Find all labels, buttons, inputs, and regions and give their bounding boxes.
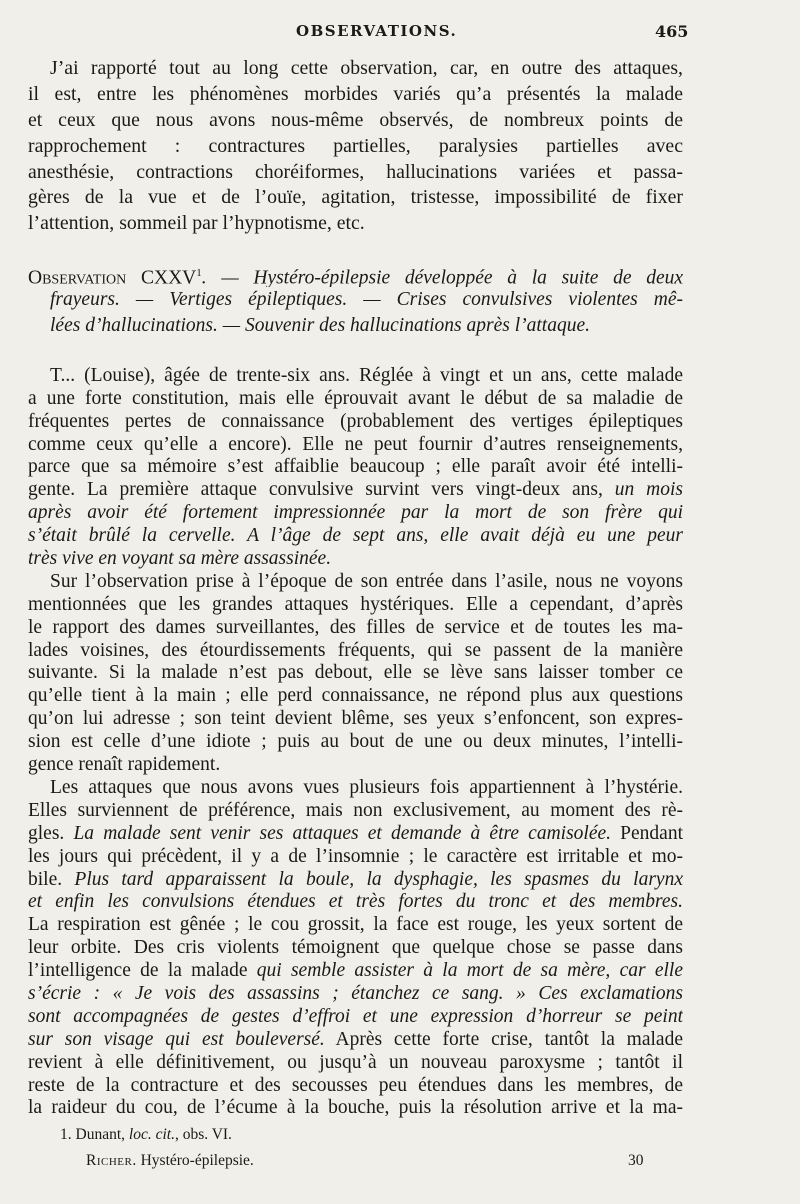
page-number: 465 <box>655 22 689 41</box>
text-line <box>28 960 683 983</box>
italic-segment: un mois <box>614 479 683 501</box>
text-line: a une forte constitution, mais elle éprouvait avant le début de sa maladie de <box>28 387 683 409</box>
footnote-reference: loc. cit. <box>128 1126 175 1143</box>
text-line <box>28 1029 683 1052</box>
observation-number: CXXV <box>140 267 197 288</box>
text-segment: Après cette forte crise, tantôt la malade <box>324 1028 683 1050</box>
text-line: anesthésie, contractions choréiformes, hallucinations variées et passa- <box>28 160 683 183</box>
text-line: la raideur du cou, de l’écume à la bouche, puis la résolution arrive et la ma- <box>28 1097 683 1119</box>
text-line: il est, entre les phénomènes morbides variés qu’a présentés la malade <box>28 82 683 105</box>
text-segment: bile. <box>28 868 75 890</box>
text-line: gence renaît rapidement. <box>28 754 221 776</box>
observation-heading-line <box>28 261 683 287</box>
running-head: OBSERVATIONS. <box>296 22 458 40</box>
case-paragraph <box>28 365 683 571</box>
text-segment: gente. La première attaque convulsive survint vers vingt-deux ans, <box>28 479 615 501</box>
text-line: Elles surviennent de préférence, mais non exclusivement, au moment des rè- <box>28 799 683 821</box>
intro-paragraph <box>28 56 683 237</box>
printer-signature <box>86 1152 254 1170</box>
text-line: lades voisines, des étourdissements fréquents, qui se passent de la manière <box>28 639 683 661</box>
text-line: revient à elle définitivement, ou jusqu’à un nouveau paroxysme ; tantôt il <box>28 1051 683 1073</box>
observation-heading-line: lées d’hallucinations. — Souvenir des hallucinations après l’attaque. <box>50 315 590 337</box>
text-line: Les attaques que nous avons vues plusieurs fois appartiennent à l’hystérie. <box>50 776 683 798</box>
footnote-number: 1. <box>60 1126 72 1143</box>
text-line: La respiration est gênée ; le cou grossit, la face est rouge, les yeux sortent de <box>28 914 683 936</box>
text-segment: Pendant <box>611 822 683 844</box>
text-line: après avoir été fortement impressionnée par la mort de son frère qui <box>28 502 683 524</box>
text-line: et enfin les convulsions étendues et très fortes du tronc et des membres. <box>28 891 683 913</box>
text-line: et ceux que nous avons nous-même observés, de nombreux points de <box>28 108 683 131</box>
text-line: fréquentes pertes de connaissance (probablement des vertiges épileptiques <box>28 410 683 432</box>
observation-title-text: . — Hystéro-épilepsie développée à la suite de deux <box>201 267 683 288</box>
text-line: comme ceux qu’elle a encore). Elle ne peut fournir d’autres renseignements, <box>28 433 683 455</box>
text-line: les jours qui précèdent, il y a de l’insomnie ; le caractère est irritable et mo- <box>28 845 683 867</box>
text-line: reste de la contracture et des secousses peu étendues dans les membres, de <box>28 1074 683 1096</box>
text-line: gères de la vue et de l’ouïe, agitation, tristesse, impossibilité de fixer <box>28 186 683 209</box>
page-body <box>28 56 683 1120</box>
signature-name: Richer. <box>86 1152 137 1169</box>
signature-sheet-number: 30 <box>628 1152 644 1169</box>
case-paragraph <box>28 571 683 777</box>
text-line: l’attention, sommeil par l’hypnotisme, etc. <box>28 212 365 235</box>
text-line: parce que sa mémoire s’est affaiblie beaucoup ; elle paraît avoir été intelli- <box>28 456 683 478</box>
text-line: Sur l’observation prise à l’époque de son entrée dans l’asile, nous ne voyons <box>50 570 683 592</box>
page-header <box>0 22 800 46</box>
footnote <box>60 1126 232 1144</box>
text-line: qu’on lui adresse ; son teint devient blême, ses yeux s’enfoncent, son expres- <box>28 708 683 730</box>
text-line: rapprochement : contractures partielles, paralysies partielles avec <box>28 134 683 157</box>
text-line: très vive en voyant sa mère assassinée. <box>28 548 332 570</box>
text-line: s’était brûlé la cervelle. A l’âge de sept ans, elle avait déjà eu une peur <box>28 525 683 547</box>
observation-label: Observation <box>28 267 127 288</box>
text-segment: l’intelligence de la malade <box>28 960 257 982</box>
signature-title: Hystéro-épilepsie. <box>140 1152 254 1169</box>
case-paragraph <box>28 777 683 1120</box>
observation-heading <box>28 261 683 339</box>
italic-segment: sur son visage qui est bouleversé. <box>28 1028 325 1050</box>
text-line: J’ai rapporté tout au long cette observation, car, en outre des attaques, <box>50 57 683 79</box>
text-line: sont accompagnées de gestes d’effroi et une expression d’horreur se peint <box>28 1005 683 1027</box>
italic-segment: La malade sent venir ses attaques et demande à être camisolée. <box>73 822 612 844</box>
text-line: qu’elle tient à la main ; elle perd connaissance, ne répond plus aux questions <box>28 685 683 707</box>
text-line <box>28 823 683 846</box>
text-line <box>28 869 683 892</box>
footnote-marker: 1 <box>196 267 202 280</box>
text-line: le rapport des dames surveillantes, des filles de service et de toutes les ma- <box>28 616 683 638</box>
text-line: s’écrie : « Je vois des assassins ; étanchez ce sang. » Ces exclamations <box>28 982 683 1004</box>
text-line: leur orbite. Des cris violents témoignent que quelque chose se passe dans <box>28 937 683 959</box>
observation-heading-line: frayeurs. — Vertiges épileptiques. — Crises convulsives violentes mê- <box>50 289 683 311</box>
footnote-author: Dunant, <box>75 1126 126 1143</box>
text-line: suivante. Si la malade n’est pas debout, elle se lève sans laisser tomber ce <box>28 662 683 684</box>
text-line: mentionnées que les grandes attaques hystériques. Elle a cependant, d’après <box>28 593 683 615</box>
text-line: sion est celle d’une idiote ; puis au bout de une ou deux minutes, l’intelli- <box>28 731 683 753</box>
text-line <box>28 479 683 502</box>
text-line: T... (Louise), âgée de trente-six ans. Réglée à vingt et un ans, cette malade <box>50 364 683 386</box>
footnote-rest: , obs. VI. <box>174 1126 232 1143</box>
italic-segment: qui semble assister à la mort de sa mère, car elle <box>256 960 683 982</box>
italic-segment: Plus tard apparaissent la boule, la dysphagie, les spasmes du larynx <box>74 868 683 890</box>
text-segment: gles. <box>28 822 74 844</box>
